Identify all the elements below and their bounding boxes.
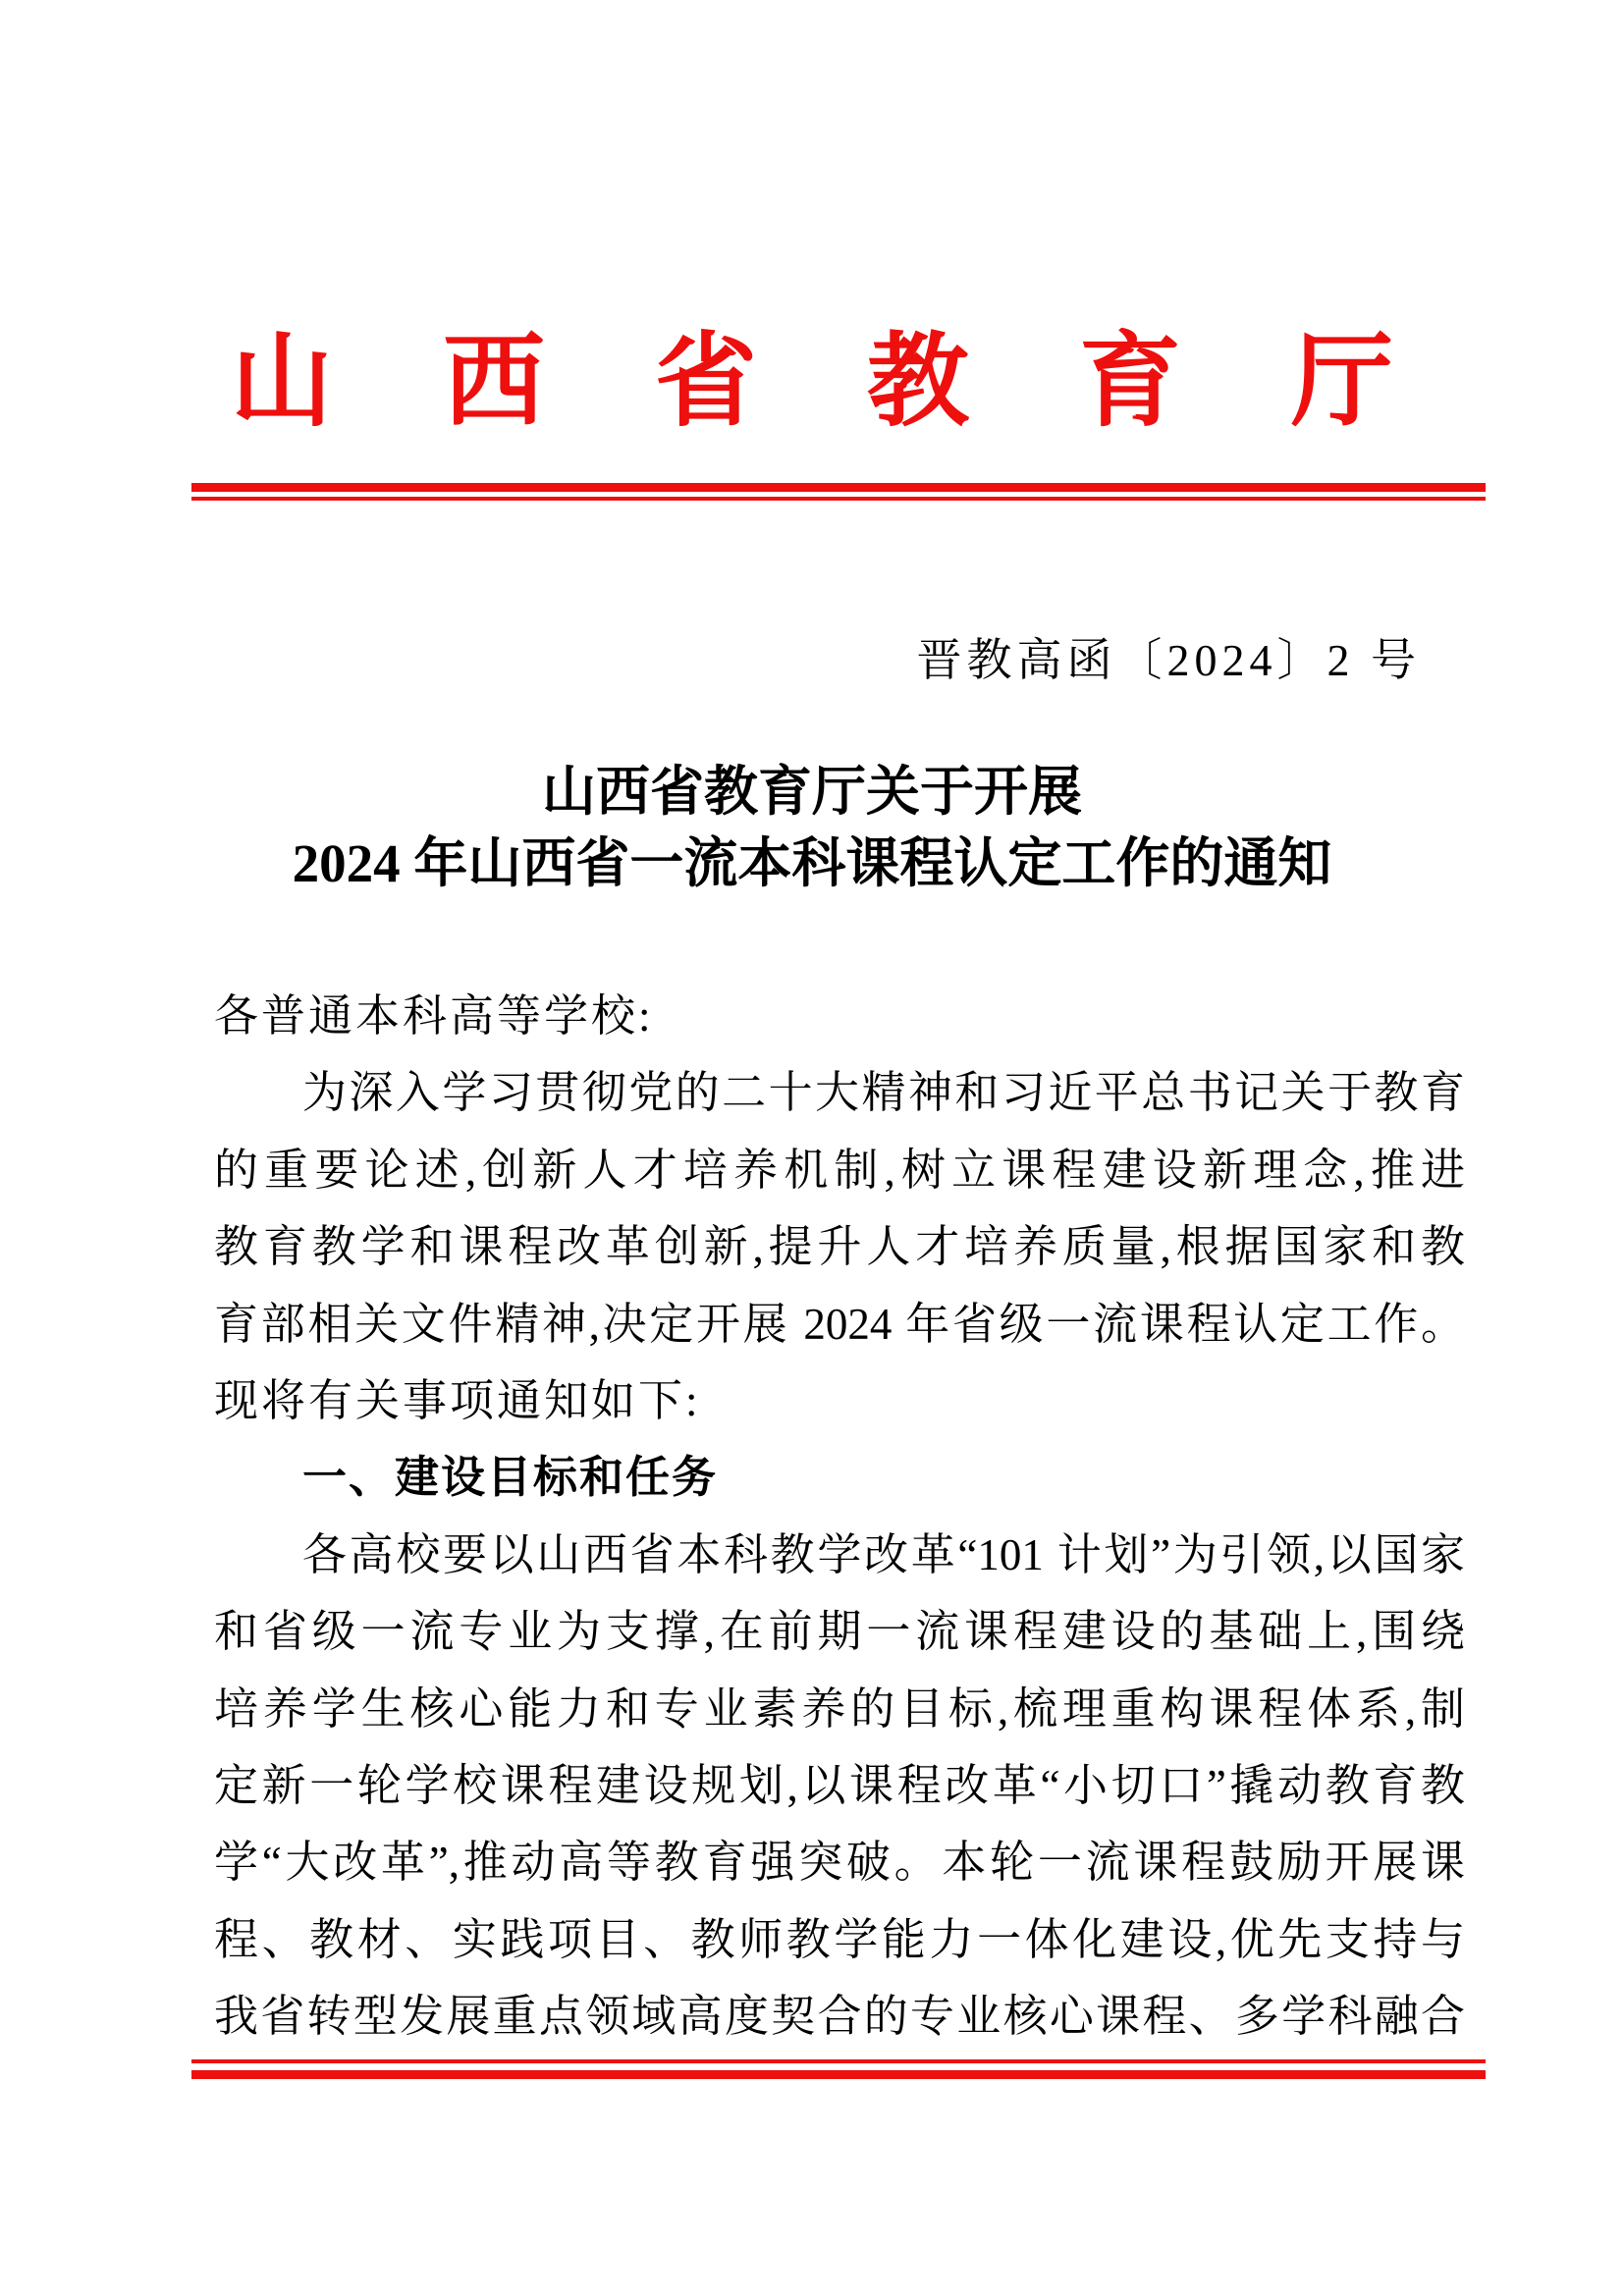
body-line: 我省转型发展重点领域高度契合的专业核心课程、多学科融合 [214, 1992, 1465, 2042]
body-line: 现将有关事项通知如下: [214, 1376, 701, 1426]
letterhead-org-title: 山 西 省 教 育 厅 [230, 326, 1393, 439]
body-line: 教育教学和课程改革创新,提升人才培养质量,根据国家和教 [214, 1222, 1465, 1272]
footer-rule-thin [191, 2059, 1486, 2063]
body-line: 和省级一流专业为支撑,在前期一流课程建设的基础上,围绕 [214, 1607, 1465, 1657]
salutation-line: 各普通本科高等学校: [214, 991, 654, 1041]
body-line: 的重要论述,创新人才培养机制,树立课程建设新理念,推进 [214, 1145, 1465, 1195]
body-line: 学“大改革”,推动高等教育强突破。本轮一流课程鼓励开展课 [214, 1838, 1465, 1888]
section-heading: 一、建设目标和任务 [302, 1452, 719, 1503]
header-rule-thin [191, 497, 1486, 501]
body-line: 各高校要以山西省本科教学改革“101 计划”为引领,以国家 [302, 1529, 1465, 1579]
body-line: 为深入学习贯彻党的二十大精神和习近平总书记关于教育 [302, 1068, 1465, 1118]
body-line: 定新一轮学校课程建设规划,以课程改革“小切口”撬动教育教 [214, 1761, 1465, 1811]
document-title-line2: 2024 年山西省一流本科课程认定工作的通知 [292, 833, 1332, 893]
body-line: 培养学生核心能力和专业素养的目标,梳理重构课程体系,制 [214, 1683, 1465, 1734]
footer-double-rule [191, 2059, 1486, 2079]
body-text [214, 978, 1465, 2056]
footer-rule-thick [191, 2070, 1486, 2079]
document-title [0, 756, 1624, 899]
document-title-line1: 山西省教育厅关于开展 [541, 762, 1082, 822]
body-line: 程、教材、实践项目、教师教学能力一体化建设,优先支持与 [214, 1914, 1465, 1964]
body-line: 育部相关文件精神,决定开展 2024 年省级一流课程认定工作。 [214, 1299, 1465, 1349]
header-double-rule [191, 483, 1486, 501]
document-number: 晋教高函〔2024〕2 号 [916, 635, 1421, 685]
header-rule-thick [191, 483, 1486, 492]
